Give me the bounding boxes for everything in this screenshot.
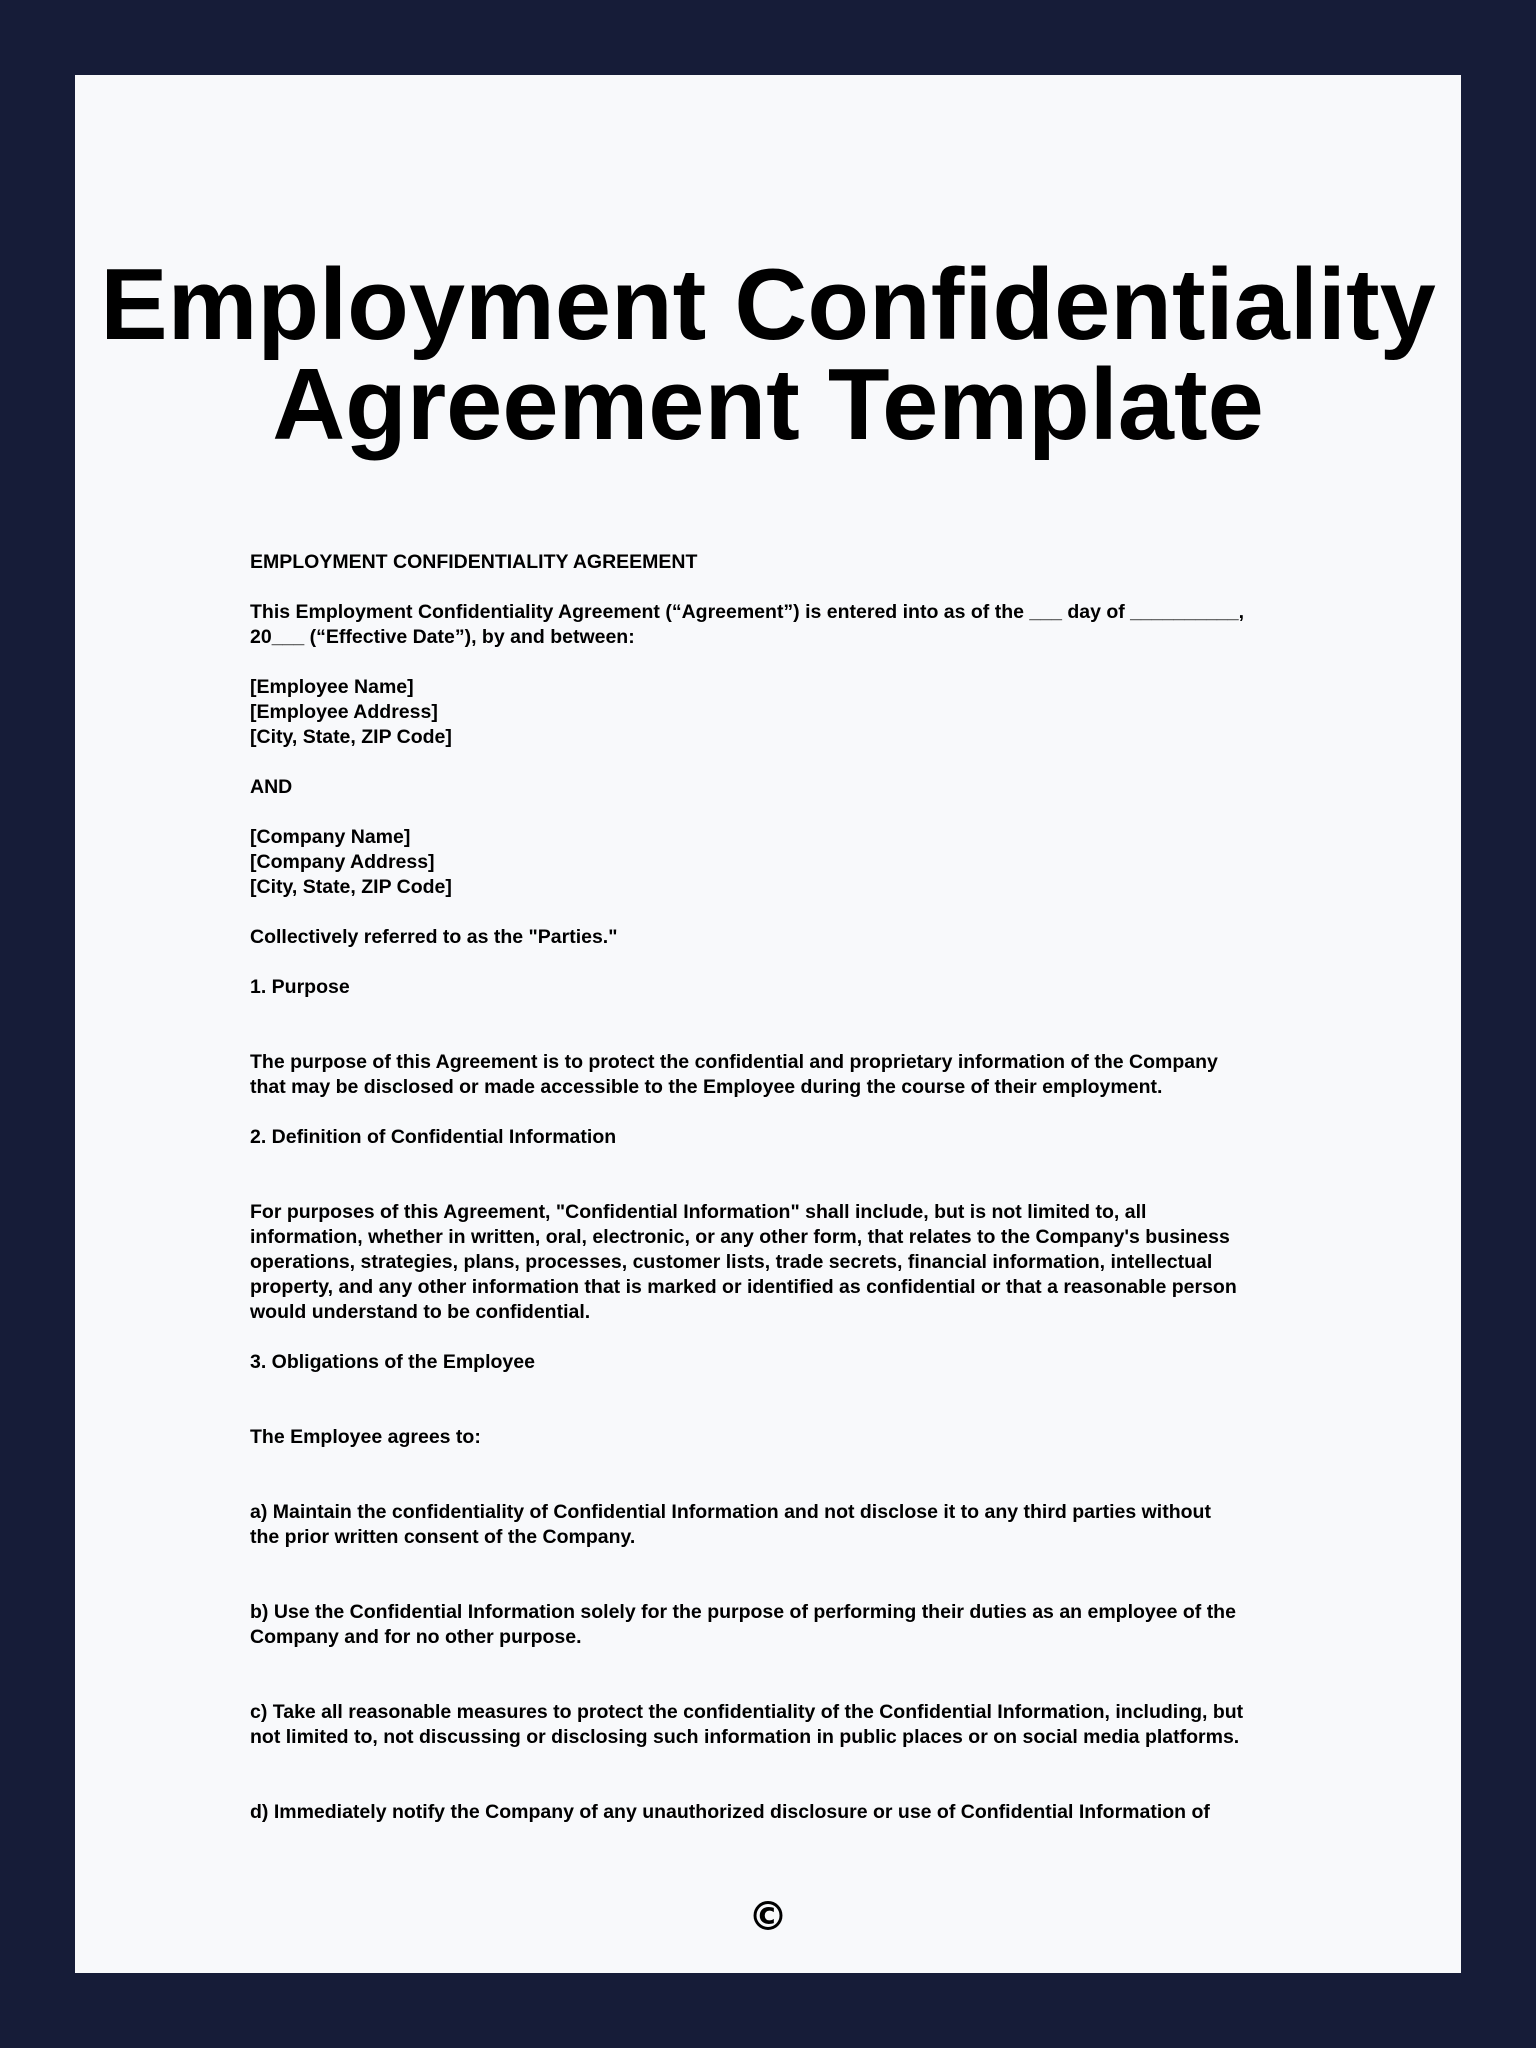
clause-a-line-2: the prior written consent of the Company. [250,1526,636,1548]
section-2-line-3: operations, strategies, plans, processes, customer lists, trade secrets, financial information, intellectual [250,1251,1213,1273]
employee-name: [Employee Name] [250,676,414,698]
company-name: [Company Name] [250,826,411,848]
agreement-body [250,550,1370,1825]
document-title [75,249,1461,461]
document-page [75,75,1461,1973]
intro-line-2: 20___ (“Effective Date”), by and between: [250,626,635,648]
document-title-line-1: Employment Confidentiality [100,249,1436,361]
clause-d-line-1: d) Immediately notify the Company of any unauthorized disclosure or use of Confidential Information of [250,1801,1210,1823]
section-2-heading: 2. Definition of Confidential Information [250,1126,617,1148]
section-2-line-5: would understand to be confidential. [250,1301,591,1323]
section-1-line-2: that may be disclosed or made accessible to the Employee during the course of their employment. [250,1076,1163,1098]
clause-b-line-1: b) Use the Confidential Information solely for the purpose of performing their duties as an employee of the [250,1601,1236,1623]
employee-address: [Employee Address] [250,701,438,723]
section-3-heading: 3. Obligations of the Employee [250,1351,535,1373]
document-title-line-2: Agreement Template [272,349,1264,461]
agreement-heading: EMPLOYMENT CONFIDENTIALITY AGREEMENT [250,551,698,573]
company-city: [City, State, ZIP Code] [250,876,452,898]
clause-a-line-1: a) Maintain the confidentiality of Confidential Information and not disclose it to any third parties without [250,1501,1211,1523]
section-2-line-4: property, and any other information that is marked or identified as confidential or that a reasonable person [250,1276,1237,1298]
section-1-heading: 1. Purpose [250,976,350,998]
section-3-agrees: The Employee agrees to: [250,1426,481,1448]
section-2-line-1: For purposes of this Agreement, "Confidential Information" shall include, but is not limited to, all [250,1201,1147,1223]
copyright-icon: © [748,1894,788,1940]
employee-city: [City, State, ZIP Code] [250,726,452,748]
clause-b-line-2: Company and for no other purpose. [250,1626,582,1648]
clause-c-line-2: not limited to, not discussing or disclosing such information in public places or on social media platforms. [250,1726,1240,1748]
company-address: [Company Address] [250,851,435,873]
and-separator: AND [250,776,293,798]
collectively-line: Collectively referred to as the "Parties." [250,926,618,948]
clause-c-line-1: c) Take all reasonable measures to protect the confidentiality of the Confidential Information, including, but [250,1701,1244,1723]
intro-line-1: This Employment Confidentiality Agreement (“Agreement”) is entered into as of the ___ day of __________, [250,601,1245,623]
section-1-line-1: The purpose of this Agreement is to protect the confidential and proprietary information of the Company [250,1051,1218,1073]
section-2-line-2: information, whether in written, oral, electronic, or any other form, that relates to the Company's business [250,1226,1230,1248]
